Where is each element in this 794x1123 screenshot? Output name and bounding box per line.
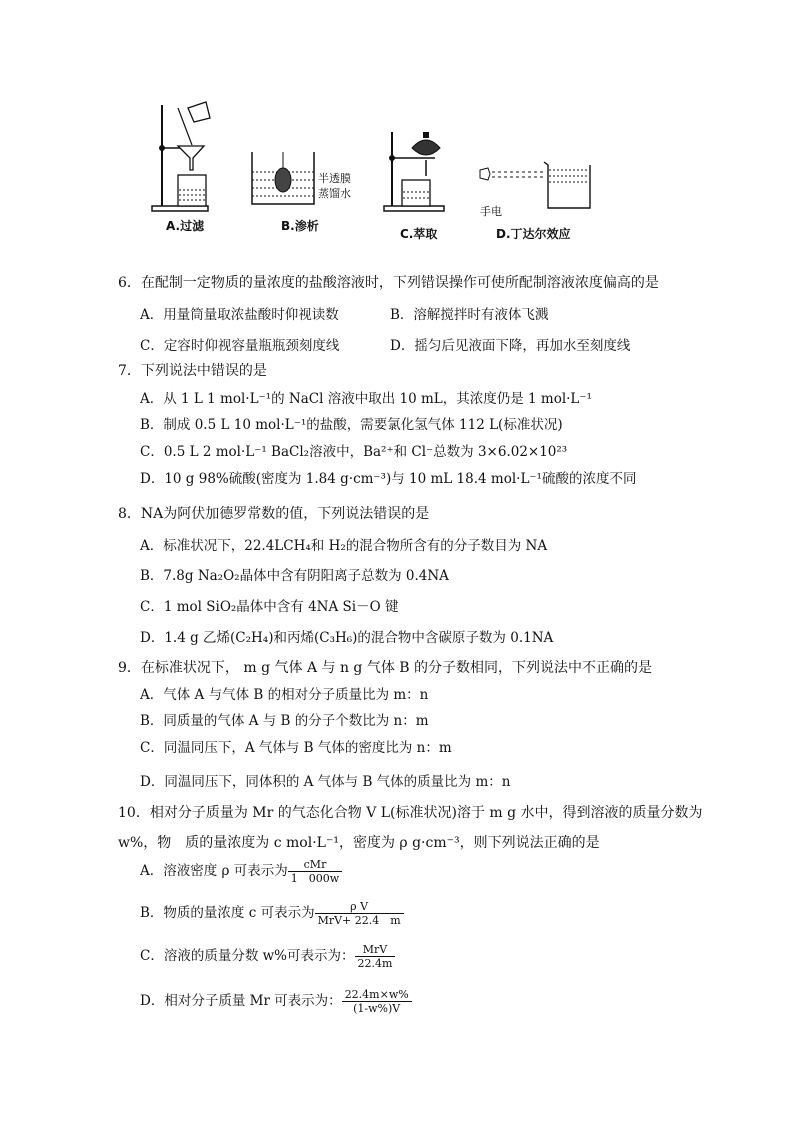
question-10-option-b-text: B．物质的量浓度 c 可表示为 xyxy=(140,905,315,921)
question-6-option-b: B．溶解搅拌时有液体飞溅 xyxy=(390,307,549,323)
question-10-option-c xyxy=(140,943,395,970)
fraction-denominator: (1-w%)V xyxy=(353,1002,401,1015)
question-10-option-b xyxy=(140,900,404,927)
distilled-water-label: 蒸馏水 xyxy=(318,187,351,200)
figure-a-caption: A.过滤 xyxy=(166,219,205,233)
question-10-option-c-text: C．溶液的质量分数 w%可表示为： xyxy=(140,948,355,964)
extraction-apparatus-image xyxy=(380,130,450,215)
figure-d-caption: D.丁达尔效应 xyxy=(496,227,571,241)
fraction-numerator: ρ V xyxy=(315,900,404,914)
question-7-option-a: A．从 1 L 1 mol·L⁻¹的 NaCl 溶液中取出 10 mL，其浓度仍是 1 mol·L⁻¹ xyxy=(140,391,592,407)
question-8-stem: 8．NA为阿伏加德罗常数的值，下列说法错误的是 xyxy=(118,506,430,522)
apparatus-figures xyxy=(140,95,600,255)
fraction-numerator: 22.4m×w% xyxy=(342,988,412,1002)
dialysis-apparatus-image xyxy=(248,150,318,210)
membrane-label: 半透膜 xyxy=(318,172,351,185)
question-10-stem-line-2: w%，物 质的量浓度为 c mol·L⁻¹，密度为 ρ g·cm⁻³，则下列说法正确的是 xyxy=(118,835,600,851)
question-10-option-a xyxy=(140,858,342,885)
question-6-option-d: D．摇匀后见液面下降，再加水至刻度线 xyxy=(390,338,631,354)
question-7-option-d: D．10 g 98%硫酸(密度为 1.84 g·cm⁻³)与 10 mL 18.4 mol·L⁻¹硫酸的浓度不同 xyxy=(140,471,637,487)
fraction-numerator: MrV xyxy=(355,943,396,957)
figure-c-caption: C.萃取 xyxy=(400,227,438,241)
figure-b-caption: B.渗析 xyxy=(281,219,319,233)
question-6-stem: 6．在配制一定物质的量浓度的盐酸溶液时，下列错误操作可使所配制溶液浓度偏高的是 xyxy=(118,275,659,291)
question-7-stem: 7．下列说法中错误的是 xyxy=(118,363,267,379)
flashlight-label: 手电 xyxy=(480,205,502,218)
question-6-option-a: A．用量筒量取浓盐酸时仰视读数 xyxy=(140,307,339,323)
filtration-apparatus-image xyxy=(148,100,228,215)
question-10-stem-line-1: 10．相对分子质量为 Mr 的气态化合物 V L(标准状况)溶于 m g 水中，得到溶液的质量分数为 xyxy=(118,805,703,821)
option-b-fraction xyxy=(315,900,404,927)
question-9-option-c: C．同温同压下，A 气体与 B 气体的密度比为 n：m xyxy=(140,740,452,756)
question-10-option-a-text: A．溶液密度 ρ 可表示为 xyxy=(140,863,288,879)
question-8-option-b: B．7.8g Na₂O₂晶体中含有阴阳离子总数为 0.4NA xyxy=(140,568,449,584)
question-7-option-c: C．0.5 L 2 mol·L⁻¹ BaCl₂溶液中，Ba²⁺和 Cl⁻总数为 3×6.02×10²³ xyxy=(140,444,568,460)
question-8-option-d: D．1.4 g 乙烯(C₂H₄)和丙烯(C₃H₆)的混合物中含碳原子数为 0.1NA xyxy=(140,630,554,646)
fraction-numerator: cMr xyxy=(288,858,342,872)
question-10-option-d xyxy=(140,988,412,1015)
question-7-option-b: B．制成 0.5 L 10 mol·L⁻¹的盐酸，需要氯化氢气体 112 L(标准状况) xyxy=(140,417,563,433)
option-a-fraction xyxy=(288,858,342,885)
fraction-denominator: 1 000w xyxy=(290,872,340,885)
question-9-option-d: D．同温同压下，同体积的 A 气体与 B 气体的质量比为 m：n xyxy=(140,774,511,790)
question-9-stem: 9．在标准状况下， m g 气体 A 与 n g 气体 B 的分子数相同，下列说法中不正确的是 xyxy=(118,660,653,676)
fraction-denominator: 22.4m xyxy=(357,957,393,970)
option-d-fraction xyxy=(342,988,412,1015)
option-c-fraction xyxy=(355,943,396,970)
question-10-option-d-text: D．相对分子质量 Mr 可表示为： xyxy=(140,993,342,1009)
question-9-option-b: B．同质量的气体 A 与 B 的分子个数比为 n：m xyxy=(140,713,429,729)
question-8-option-c: C．1 mol SiO₂晶体中含有 4NA Si－O 键 xyxy=(140,599,399,615)
question-6-option-c: C．定容时仰视容量瓶瓶颈刻度线 xyxy=(140,338,340,354)
question-9-option-a: A．气体 A 与气体 B 的相对分子质量比为 m：n xyxy=(140,687,429,703)
question-8-option-a: A．标准状况下，22.4LCH₄和 H₂的混合物所含有的分子数目为 NA xyxy=(140,538,548,554)
fraction-denominator: MrV+ 22.4 m xyxy=(317,914,401,927)
